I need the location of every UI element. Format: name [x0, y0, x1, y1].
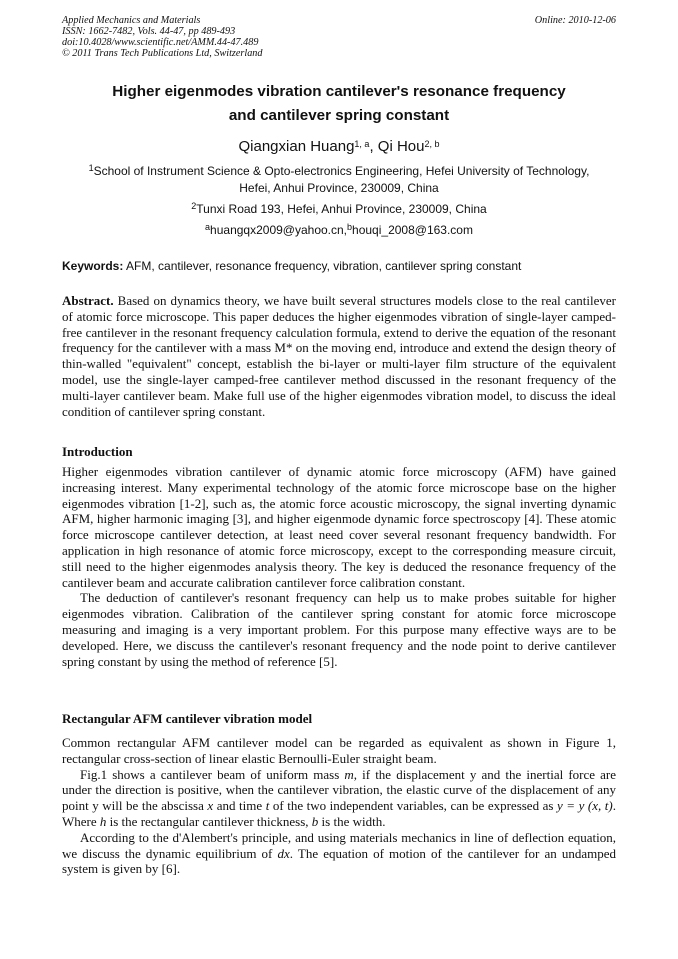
author-separator: , — [369, 138, 378, 155]
email-a-sup: a — [205, 222, 211, 233]
title-line-2: and cantilever spring constant — [228, 107, 450, 124]
aff2-sup: 2 — [191, 201, 197, 212]
aff1-line-1: School of Instrument Science & Opto-electronics Engineering, Hefei University of Technology, — [93, 164, 590, 178]
aff2-text: Tunxi Road 193, Hefei, Anhui Province, 230009, China — [196, 202, 487, 216]
author-1: Qiangxian Huang — [238, 138, 355, 155]
online-date: Online: 2010-12-06 — [534, 15, 616, 26]
email-b[interactable]: houqi_2008@163.com — [352, 223, 473, 237]
copyright-line: © 2011 Trans Tech Publications Ltd, Switzerland — [62, 48, 263, 59]
email-line — [62, 222, 616, 239]
abstract-label: Abstract. — [62, 293, 114, 308]
intro-paragraph-2: The deduction of cantilever's resonant frequency can help us to make probes suitable for higher eigenmodes vibration. Calibration of the cantilever spring constant for atomic force microscope measuring and imaging is a very important problem. For this purpose many effective ways are to be developed. Here, we discuss the cantilever's resonant frequency and the node point to derive cantilever spring constant by using the method of reference [5]. — [62, 590, 616, 669]
title-line-1: Higher eigenmodes vibration cantilever's resonance frequency — [112, 83, 566, 100]
introduction-heading: Introduction — [62, 444, 133, 459]
affiliation-1 — [62, 163, 616, 197]
email-a[interactable]: huangqx2009@yahoo.cn, — [210, 223, 348, 237]
sec2-paragraph-2: Fig.1 shows a cantilever beam of uniform mass m, if the displacement y and the inertial force are under the direction is positive, when the cantilever vibration, the elastic curve of the displacement of any point y will be the abscissa x and time t of the two independent variables, can be expressed as y = y (x, t). Where h is the rectangular cantilever thickness, b is the width. — [62, 766, 616, 829]
author-1-sup: 1, a — [354, 139, 370, 150]
affiliation-2 — [62, 201, 616, 218]
email-b-sup: b — [347, 222, 353, 233]
introduction-body — [62, 464, 616, 669]
section-2-body — [62, 735, 616, 877]
keywords-label: Keywords: — [62, 259, 124, 273]
issn-line: ISSN: 1662-7482, Vols. 44-47, pp 489-493 — [62, 26, 236, 37]
intro-paragraph-1: Higher eigenmodes vibration cantilever of dynamic atomic force microscopy (AFM) have gained increasing interest. Many experimental technology of the atomic force microscope base on the higher eigenmodes vibration [1-2], such as, the atomic force acoustic microscopy, the signal inverting dynamic AFM, higher harmonic imaging [3], and higher eigenmode dynamic force spectroscopy [4]. These atomic force microscope cantilever detection, at least need cover several resonant frequency bandwidth. For application in high resonance of atomic force microscopy, except to the corresponding measure circuit, still need to the higher eigenmodes analysis theory. The key is deduced the resonance frequency of the cantilever beam and accurate calibration cantilever force calibration constant. — [62, 464, 616, 590]
doi-line[interactable]: doi:10.4028/www.scientific.net/AMM.44-47.489 — [62, 37, 259, 48]
author-2-sup: 2, b — [424, 139, 440, 150]
aff1-sup: 1 — [88, 163, 94, 174]
journal-header — [62, 15, 616, 59]
abstract-text: Based on dynamics theory, we have built several structures models close to the real cantilever of atomic force microscope. This paper deduces the higher eigenmodes vibration of single-layer camped-free cantilever in the resonant frequency calculation formula, extend to derive the equation of the resonant frequency for the cantilever with a mass M* on the moving end, introduce and extend the design theory of thin-walled "equivalent" concept, establish the bi-layer or multi-layer film structure of the equivalent model, use the single-layer camped-free cantilever method discussed in the resonant frequency of the multi-layer cantilever beam. Make full use of the higher eigenmodes vibration model, to discuss the ideal condition of cantilever spring constant. — [62, 293, 616, 419]
paper-title — [62, 80, 616, 128]
abstract — [62, 293, 616, 419]
author-list — [62, 137, 616, 157]
author-2: Qi Hou — [377, 138, 425, 155]
aff1-line-2: Hefei, Anhui Province, 230009, China — [239, 181, 439, 195]
keywords — [62, 258, 616, 274]
sec2-paragraph-3: According to the d'Alembert's principle, and using materials mechanics in line of deflection equation, we discuss the dynamic equilibrium of dx. The equation of motion of the cantilever for an undamped system is given by [6]. — [62, 829, 616, 877]
section-2-heading: Rectangular AFM cantilever vibration model — [62, 711, 313, 726]
keywords-text: AFM, cantilever, resonance frequency, vibration, cantilever spring constant — [123, 259, 522, 273]
journal-name: Applied Mechanics and Materials — [62, 15, 201, 26]
sec2-paragraph-1: Common rectangular AFM cantilever model can be regarded as equivalent as shown in Figure 1, rectangular cross-section of linear elastic Bernoulli-Euler straight beam. — [62, 735, 616, 766]
